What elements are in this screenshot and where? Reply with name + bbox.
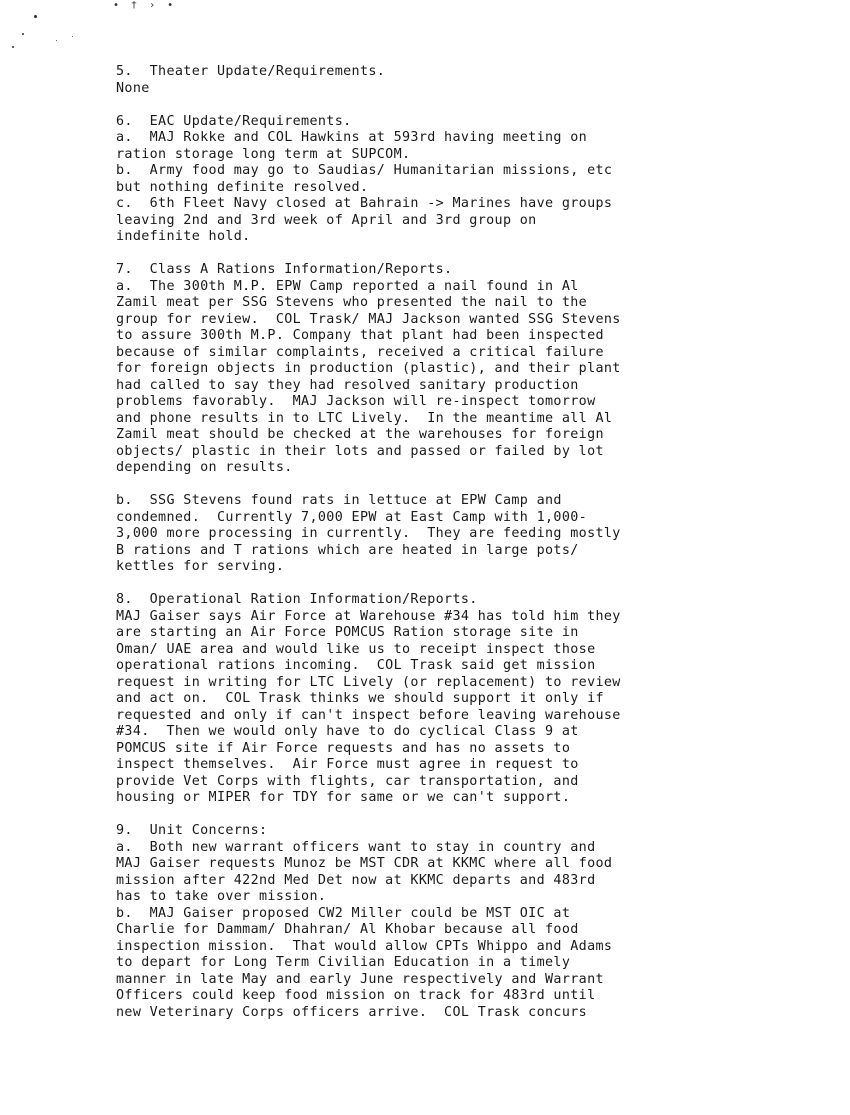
text-line: c. 6th Fleet Navy closed at Bahrain -> Marines have groups [116,196,613,211]
text-line: indefinite hold. [116,229,251,244]
text-line: #34. Then we would only have to do cyclical Class 9 at [116,724,579,739]
text-line: leaving 2nd and 3rd week of April and 3rd group on [116,212,537,228]
text-line: Oman/ UAE area and would like us to receipt inspect those [116,641,596,657]
scan-speck [22,33,24,35]
text-line: for foreign objects in production (plastic), and their plant [116,361,621,376]
text-line: b. SSG Stevens found rats in lettuce at EPW Camp and [116,493,562,508]
text-line: 7. Class A Rations Information/Reports. [116,262,453,277]
text-line: manner in late May and early June respectively and Warrant [116,971,604,987]
text-line: has to take over mission. [116,889,327,904]
text-line: condemned. Currently 7,000 EPW at East Camp with 1,000- [116,509,588,525]
scan-speck [56,40,57,41]
text-line: problems favorably. MAJ Jackson will re-inspect tomorrow [116,394,596,409]
text-line: MAJ Gaiser requests Munoz be MST CDR at KKMC where all food [116,856,613,871]
paragraph [116,64,836,97]
text-line: had called to say they had resolved sanitary production [116,377,579,393]
text-line: 3,000 more processing in currently. They are feeding mostly [116,526,621,541]
text-line: None [116,80,150,96]
paragraph [116,823,836,1021]
text-line: a. Both new warrant officers want to stay in country and [116,839,596,855]
text-line: to assure 300th M.P. Company that plant had been inspected [116,328,604,343]
text-line: because of similar complaints, received a critical failure [116,344,604,360]
scan-speck [72,36,73,37]
text-line: inspection mission. That would allow CPTs Whippo and Adams [116,938,613,954]
text-line: requested and only if can't inspect before leaving warehouse [116,707,621,723]
text-line: provide Vet Corps with flights, car transportation, and [116,773,579,789]
text-line: new Veterinary Corps officers arrive. COL Trask concurs [116,1004,588,1020]
text-line: mission after 422nd Med Det now at KKMC departs and 483rd [116,872,596,888]
text-line: depending on results. [116,460,293,475]
scan-speck [12,46,14,48]
text-line: 9. Unit Concerns: [116,823,268,838]
text-line: Zamil meat per SSG Stevens who presented the nail to the [116,295,588,310]
text-line: a. MAJ Rokke and COL Hawkins at 593rd having meeting on [116,130,588,145]
text-line: MAJ Gaiser says Air Force at Warehouse #34 has told him they [116,608,621,624]
text-line: Officers could keep food mission on track for 483rd until [116,988,596,1003]
paragraph [116,114,836,246]
text-line: inspect themselves. Air Force must agree in request to [116,757,579,772]
text-line: 6. EAC Update/Requirements. [116,113,352,129]
paragraph [116,262,836,477]
text-line: POMCUS site if Air Force requests and has no assets to [116,740,571,756]
text-line: group for review. COL Trask/ MAJ Jackson wanted SSG Stevens [116,311,621,327]
text-line: to depart for Long Term Civilian Education in a timely [116,955,571,970]
scan-speck [34,15,37,18]
text-line: Zamil meat should be checked at the warehouses for foreign [116,427,604,442]
text-line: a. The 300th M.P. EPW Camp reported a nail found in Al [116,278,579,294]
text-line: 8. Operational Ration Information/Reports. [116,592,478,607]
paragraph [116,493,836,576]
paragraph [116,592,836,807]
text-line: request in writing for LTC Lively (or replacement) to review [116,674,621,690]
text-line: housing or MIPER for TDY for same or we can't support. [116,790,571,805]
text-line: but nothing definite resolved. [116,179,369,195]
text-line: b. MAJ Gaiser proposed CW2 Miller could be MST OIC at [116,905,571,921]
document-body [116,64,836,1038]
text-line: are starting an Air Force POMCUS Ration storage site in [116,625,579,640]
text-line: and act on. COL Trask thinks we should support it only if [116,691,604,706]
text-line: objects/ plastic in their lots and passed or failed by lot [116,443,604,459]
text-line: operational rations incoming. COL Trask said get mission [116,658,596,673]
text-line: B rations and T rations which are heated in large pots/ [116,542,579,558]
text-line: 5. Theater Update/Requirements. [116,64,386,79]
text-line: ration storage long term at SUPCOM. [116,146,411,162]
header-marks: • † › • [113,0,177,11]
text-line: Charlie for Dammam/ Dhahran/ Al Khobar because all food [116,922,579,937]
text-line: kettles for serving. [116,559,285,574]
text-line: and phone results in to LTC Lively. In the meantime all Al [116,410,613,426]
text-line: b. Army food may go to Saudias/ Humanitarian missions, etc [116,163,613,178]
